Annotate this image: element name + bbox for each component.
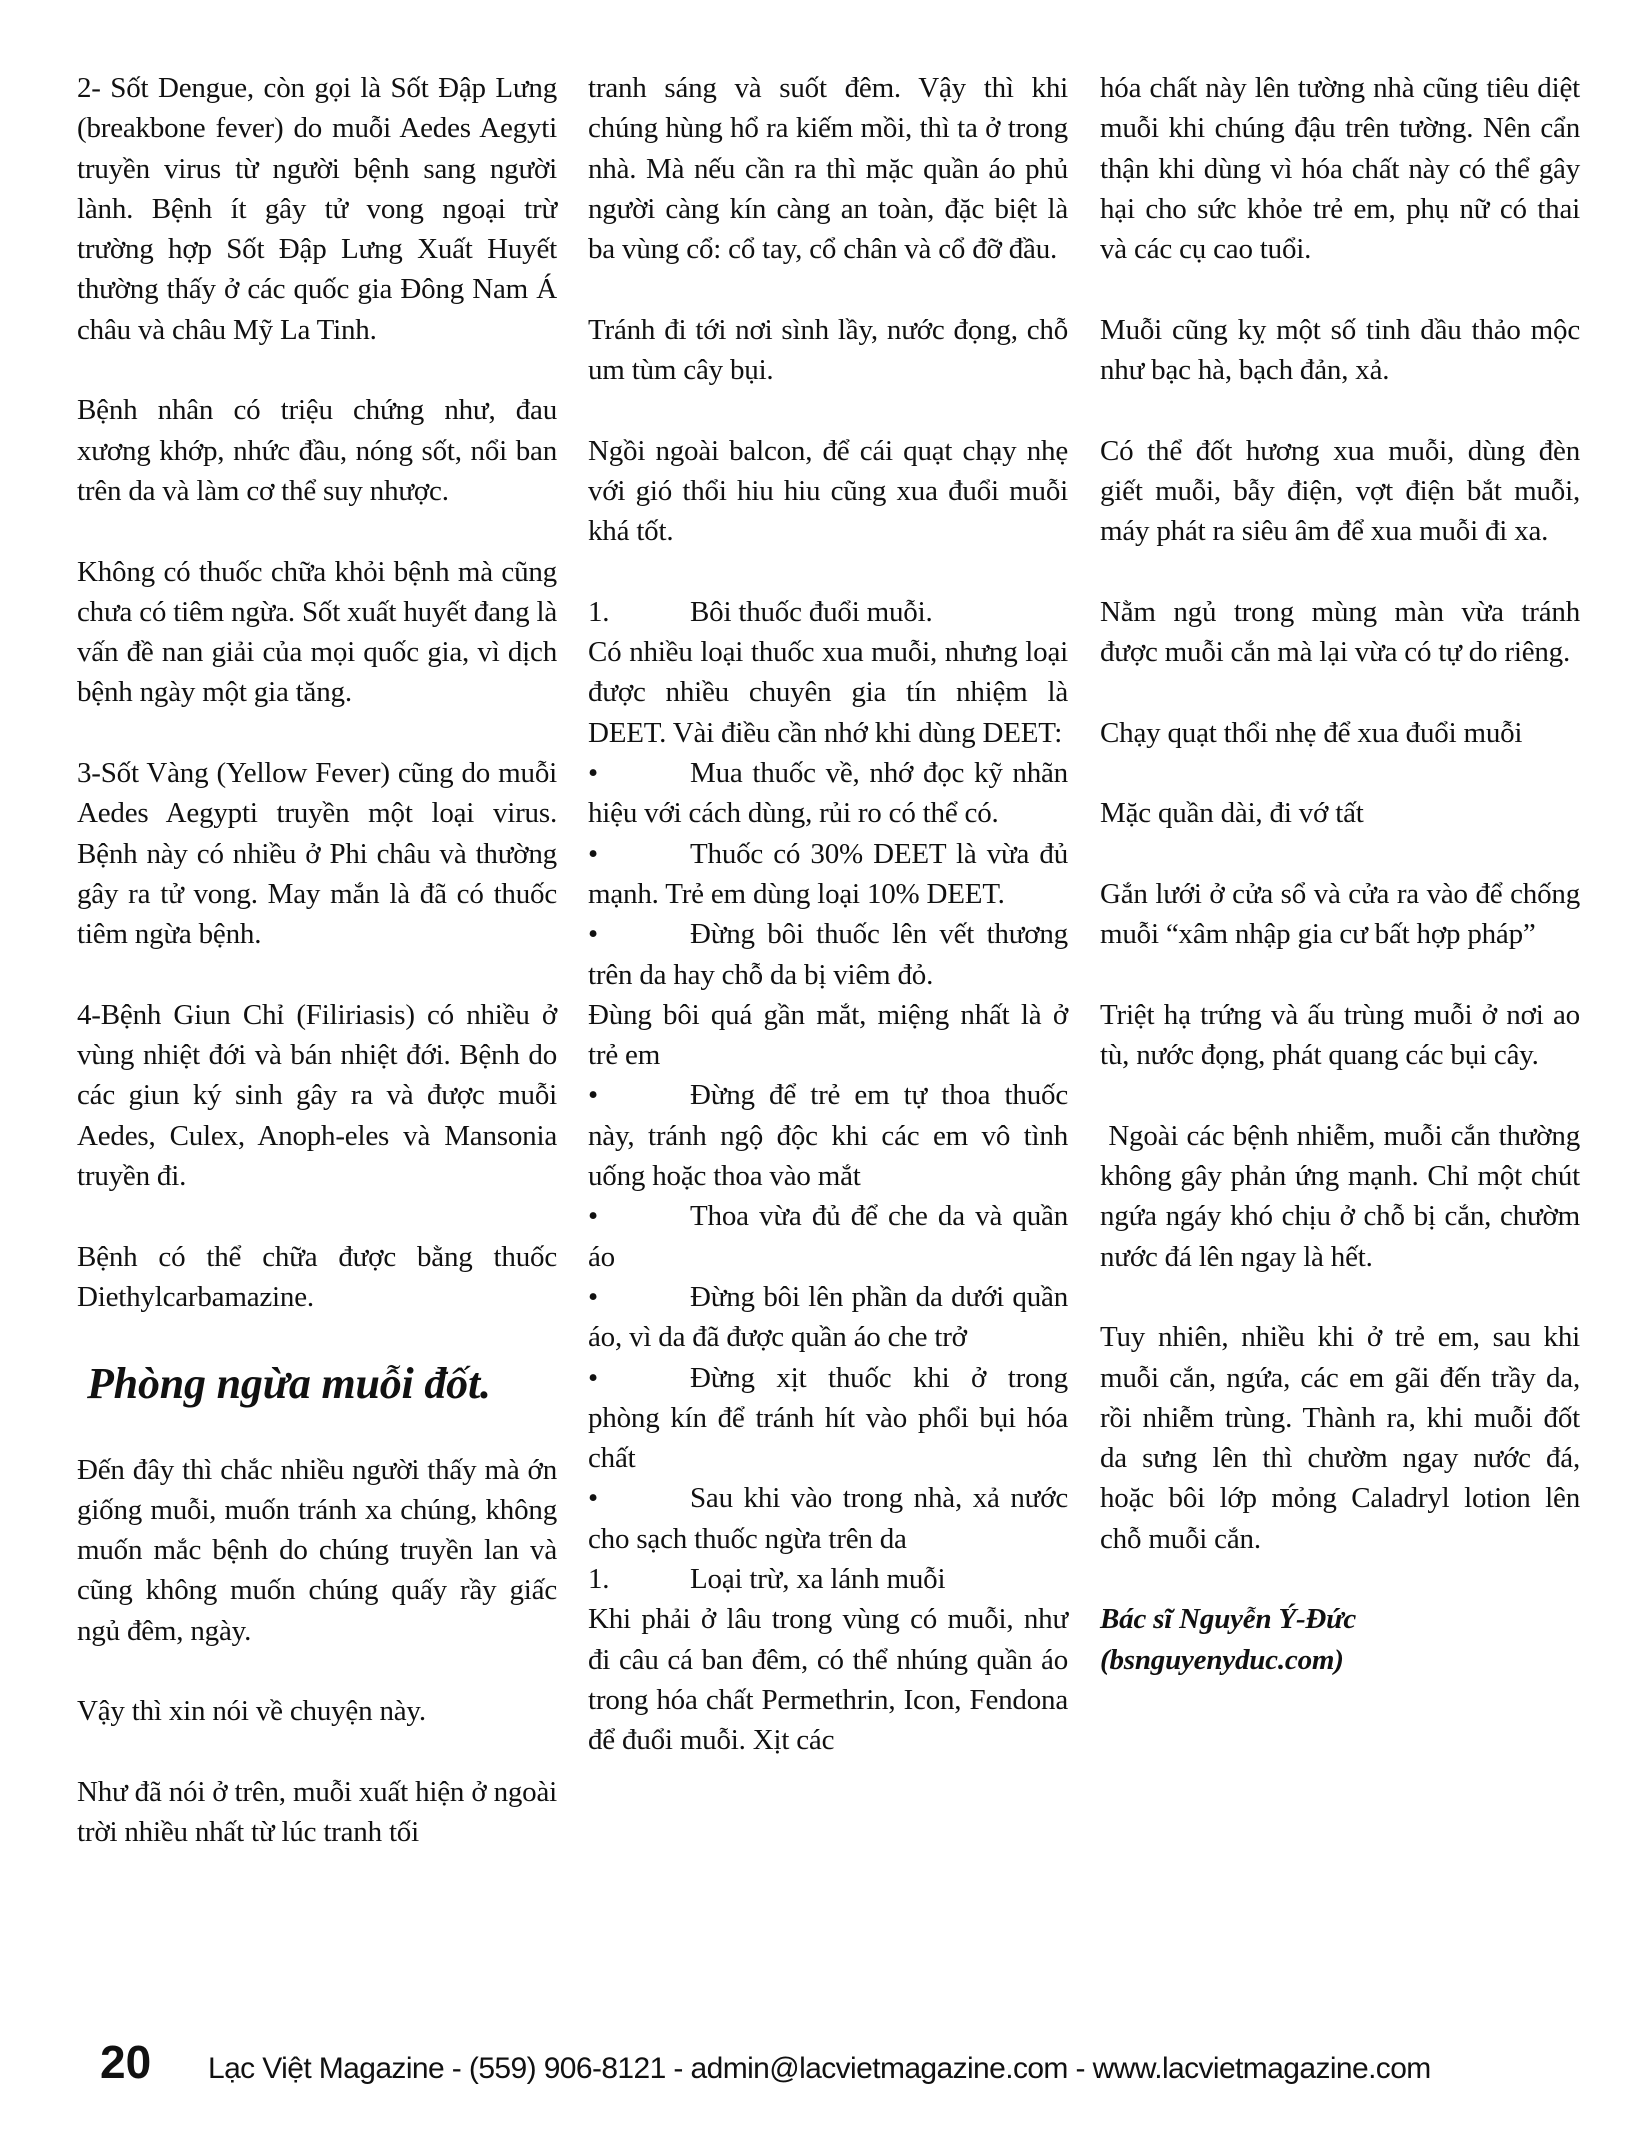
bullet-icon: • bbox=[588, 1280, 598, 1313]
paragraph: Tuy nhiên, nhiều khi ở trẻ em, sau khi muỗi cắn, ngứa, các em gãi đến trầy da, rồi nhiễm trùng. Thành ra, khi muỗi đốt da sưng lên thì chườm ngay nước đá, hoặc bôi lớp mỏng Caladryl lotion lên chỗ muỗi cắn. bbox=[1100, 1321, 1580, 1555]
bullet-icon: • bbox=[588, 1482, 598, 1515]
bullet-text: Sau khi vào trong nhà, xả nước cho sạch thuốc ngừa trên da bbox=[588, 1482, 1068, 1555]
column-1 bbox=[77, 68, 557, 1893]
footer-contact: Lạc Việt Magazine - (559) 906-8121 - admin@lacvietmagazine.com - www.lacvietmagazine.com bbox=[208, 2052, 1431, 2085]
column-3 bbox=[1100, 68, 1588, 1680]
bullet-text: Thuốc có 30% DEET là vừa đủ mạnh. Trẻ em dùng loại 10% DEET. bbox=[588, 837, 1068, 910]
bullet-item bbox=[588, 914, 1068, 995]
bullet-text: Đừng bôi thuốc lên vết thương trên da hay chỗ da bị viêm đỏ. bbox=[588, 918, 1068, 991]
paragraph: Không có thuốc chữa khỏi bệnh mà cũng chưa có tiêm ngừa. Sốt xuất huyết đang là vấn đề nan giải của mọi quốc gia, vì dịch bệnh ngày một gia tăng. bbox=[77, 555, 557, 709]
item-title: Bôi thuốc đuổi muỗi. bbox=[690, 595, 933, 628]
item-title: Loại trừ, xa lánh muỗi bbox=[690, 1562, 946, 1595]
numbered-item bbox=[588, 592, 1068, 632]
bullet-icon: • bbox=[588, 1200, 598, 1233]
bullet-icon: • bbox=[588, 757, 598, 790]
bullet-item bbox=[588, 834, 1068, 915]
paragraph: 4-Bệnh Giun Chỉ (Filiriasis) có nhiều ở vùng nhiệt đới và bán nhiệt đới. Bệnh do các giun ký sinh gây ra và được muỗi Aedes, Culex, Anoph-eles và Mansonia truyền đi. bbox=[77, 998, 557, 1193]
bullet-icon: • bbox=[588, 837, 598, 870]
bullet-item bbox=[588, 1358, 1068, 1479]
paragraph: Nằm ngủ trong mùng màn vừa tránh được muỗi cắn mà lại vừa có tự do riêng. bbox=[1100, 595, 1580, 669]
numbered-item bbox=[588, 1559, 1068, 1599]
bullet-text: Đừng để trẻ em tự thoa thuốc này, tránh ngộ độc khi các em vô tình uống hoặc thoa vào mắt bbox=[588, 1079, 1068, 1193]
bullet-item bbox=[588, 753, 1068, 834]
paragraph: Ngoài các bệnh nhiễm, muỗi cắn thường không gây phản ứng mạnh. Chỉ một chút ngứa ngáy khó chịu ở chỗ bị cắn, chườm nước đá lên ngay là hết. bbox=[1100, 1119, 1588, 1273]
paragraph: Chạy quạt thổi nhẹ để xua đuổi muỗi bbox=[1100, 716, 1523, 749]
bullet-item bbox=[588, 1075, 1068, 1196]
author-name: Bác sĩ Nguyễn Ý-Đức bbox=[1100, 1603, 1357, 1636]
bullet-text: Mua thuốc về, nhớ đọc kỹ nhãn hiệu với cách dùng, rủi ro có thể có. bbox=[588, 757, 1068, 830]
bullet-text: Đừng xịt thuốc khi ở trong phòng kín để tránh hít vào phổi bụi hóa chất bbox=[588, 1361, 1068, 1475]
section-heading: Phòng ngừa muỗi đốt. bbox=[87, 1358, 491, 1408]
bullet-item bbox=[588, 1277, 1068, 1358]
column-2 bbox=[588, 68, 1068, 1760]
paragraph: Như đã nói ở trên, muỗi xuất hiện ở ngoài trời nhiều nhất từ lúc tranh tối bbox=[77, 1775, 557, 1849]
paragraph: tranh sáng và suốt đêm. Vậy thì khi chúng hùng hổ ra kiếm mồi, thì ta ở trong nhà. Mà nếu cần ra thì mặc quần áo phủ người càng kín càng an toàn, đặc biệt là ba vùng cổ: cổ tay, cổ chân và cổ đỡ đầu. bbox=[588, 72, 1068, 266]
paragraph: Bệnh có thể chữa được bằng thuốc Diethylcarbamazine. bbox=[77, 1240, 557, 1313]
page-footer bbox=[100, 2035, 1431, 2089]
paragraph: Gắn lưới ở cửa sổ và cửa ra vào để chống muỗi “xâm nhập gia cư bất hợp pháp” bbox=[1100, 877, 1580, 951]
paragraph: hóa chất này lên tường nhà cũng tiêu diệt muỗi khi chúng đậu trên tường. Nên cẩn thận khi dùng vì hóa chất này có thể gây hại cho sức khỏe trẻ em, phụ nữ có thai và các cụ cao tuổi. bbox=[1100, 72, 1580, 266]
paragraph: Muỗi cũng kỵ một số tinh dầu thảo mộc như bạc hà, bạch đản, xả. bbox=[1100, 313, 1580, 387]
paragraph: Đùng bôi quá gần mắt, miệng nhất là ở trẻ em bbox=[588, 998, 1068, 1072]
paragraph: Có nhiều loại thuốc xua muỗi, nhưng loại được nhiều chuyên gia tín nhiệm là DEET. Vài điều cần nhớ khi dùng DEET: bbox=[588, 636, 1068, 749]
bullet-text: Thoa vừa đủ để che da và quần áo bbox=[588, 1200, 1068, 1273]
paragraph: Tránh đi tới nơi sình lầy, nước đọng, chỗ um tùm cây bụi. bbox=[588, 313, 1068, 387]
bullet-item bbox=[588, 1196, 1068, 1277]
item-number: 1. bbox=[588, 1562, 610, 1595]
paragraph: Có thể đốt hương xua muỗi, dùng đèn giết muỗi, bẫy điện, vợt điện bắt muỗi, máy phát ra siêu âm để xua muỗi đi xa. bbox=[1100, 434, 1580, 548]
paragraph: 2- Sốt Dengue, còn gọi là Sốt Đập Lưng (breakbone fever) do muỗi Aedes Aegyti truyền virus từ người bệnh sang người lành. Bệnh ít gây tử vong ngoại trừ trường hợp Sốt Đập Lưng Xuất Huyết thường thấy ở các quốc gia Đông Nam Á châu và châu Mỹ La Tinh. bbox=[77, 72, 557, 346]
bullet-icon: • bbox=[588, 1079, 598, 1112]
paragraph: Triệt hạ trứng và ấu trùng muỗi ở nơi ao tù, nước đọng, phát quang các bụi cây. bbox=[1100, 998, 1580, 1072]
paragraph: Bệnh nhân có triệu chứng như, đau xương khớp, nhức đầu, nóng sốt, nổi ban trên da và làm cơ thể suy nhược. bbox=[77, 394, 557, 507]
author-website: (bsnguyenyduc.com) bbox=[1100, 1643, 1344, 1676]
paragraph: Vậy thì xin nói về chuyện này. bbox=[77, 1695, 426, 1728]
paragraph: 3-Sốt Vàng (Yellow Fever) cũng do muỗi Aedes Aegypti truyền một loại virus. Bệnh này có nhiều ở Phi châu và thường gây ra tử vong. May mắn là đã có thuốc tiêm ngừa bệnh. bbox=[77, 757, 557, 951]
paragraph: Mặc quần dài, đi vớ tất bbox=[1100, 797, 1364, 830]
bullet-item bbox=[588, 1478, 1068, 1559]
paragraph: Đến đây thì chắc nhiều người thấy mà ớn giống muỗi, muốn tránh xa chúng, không muốn mắc bệnh do chúng truyền lan và cũng không muốn chúng quấy rầy giấc ngủ đêm, ngày. bbox=[77, 1453, 557, 1647]
bullet-icon: • bbox=[588, 918, 598, 951]
page-number: 20 bbox=[100, 2036, 152, 2088]
bullet-icon: • bbox=[588, 1361, 598, 1394]
paragraph: Khi phải ở lâu trong vùng có muỗi, như đi câu cá ban đêm, có thể nhúng quần áo trong hóa chất Permethrin, Icon, Fendona để đuổi muỗi. Xịt các bbox=[588, 1603, 1068, 1757]
bullet-text: Đừng bôi lên phần da dưới quần áo, vì da đã được quần áo che trở bbox=[588, 1280, 1068, 1354]
paragraph: Ngồi ngoài balcon, để cái quạt chạy nhẹ với gió thổi hiu hiu cũng xua đuổi muỗi khá tốt. bbox=[588, 434, 1068, 548]
item-number: 1. bbox=[588, 595, 610, 628]
